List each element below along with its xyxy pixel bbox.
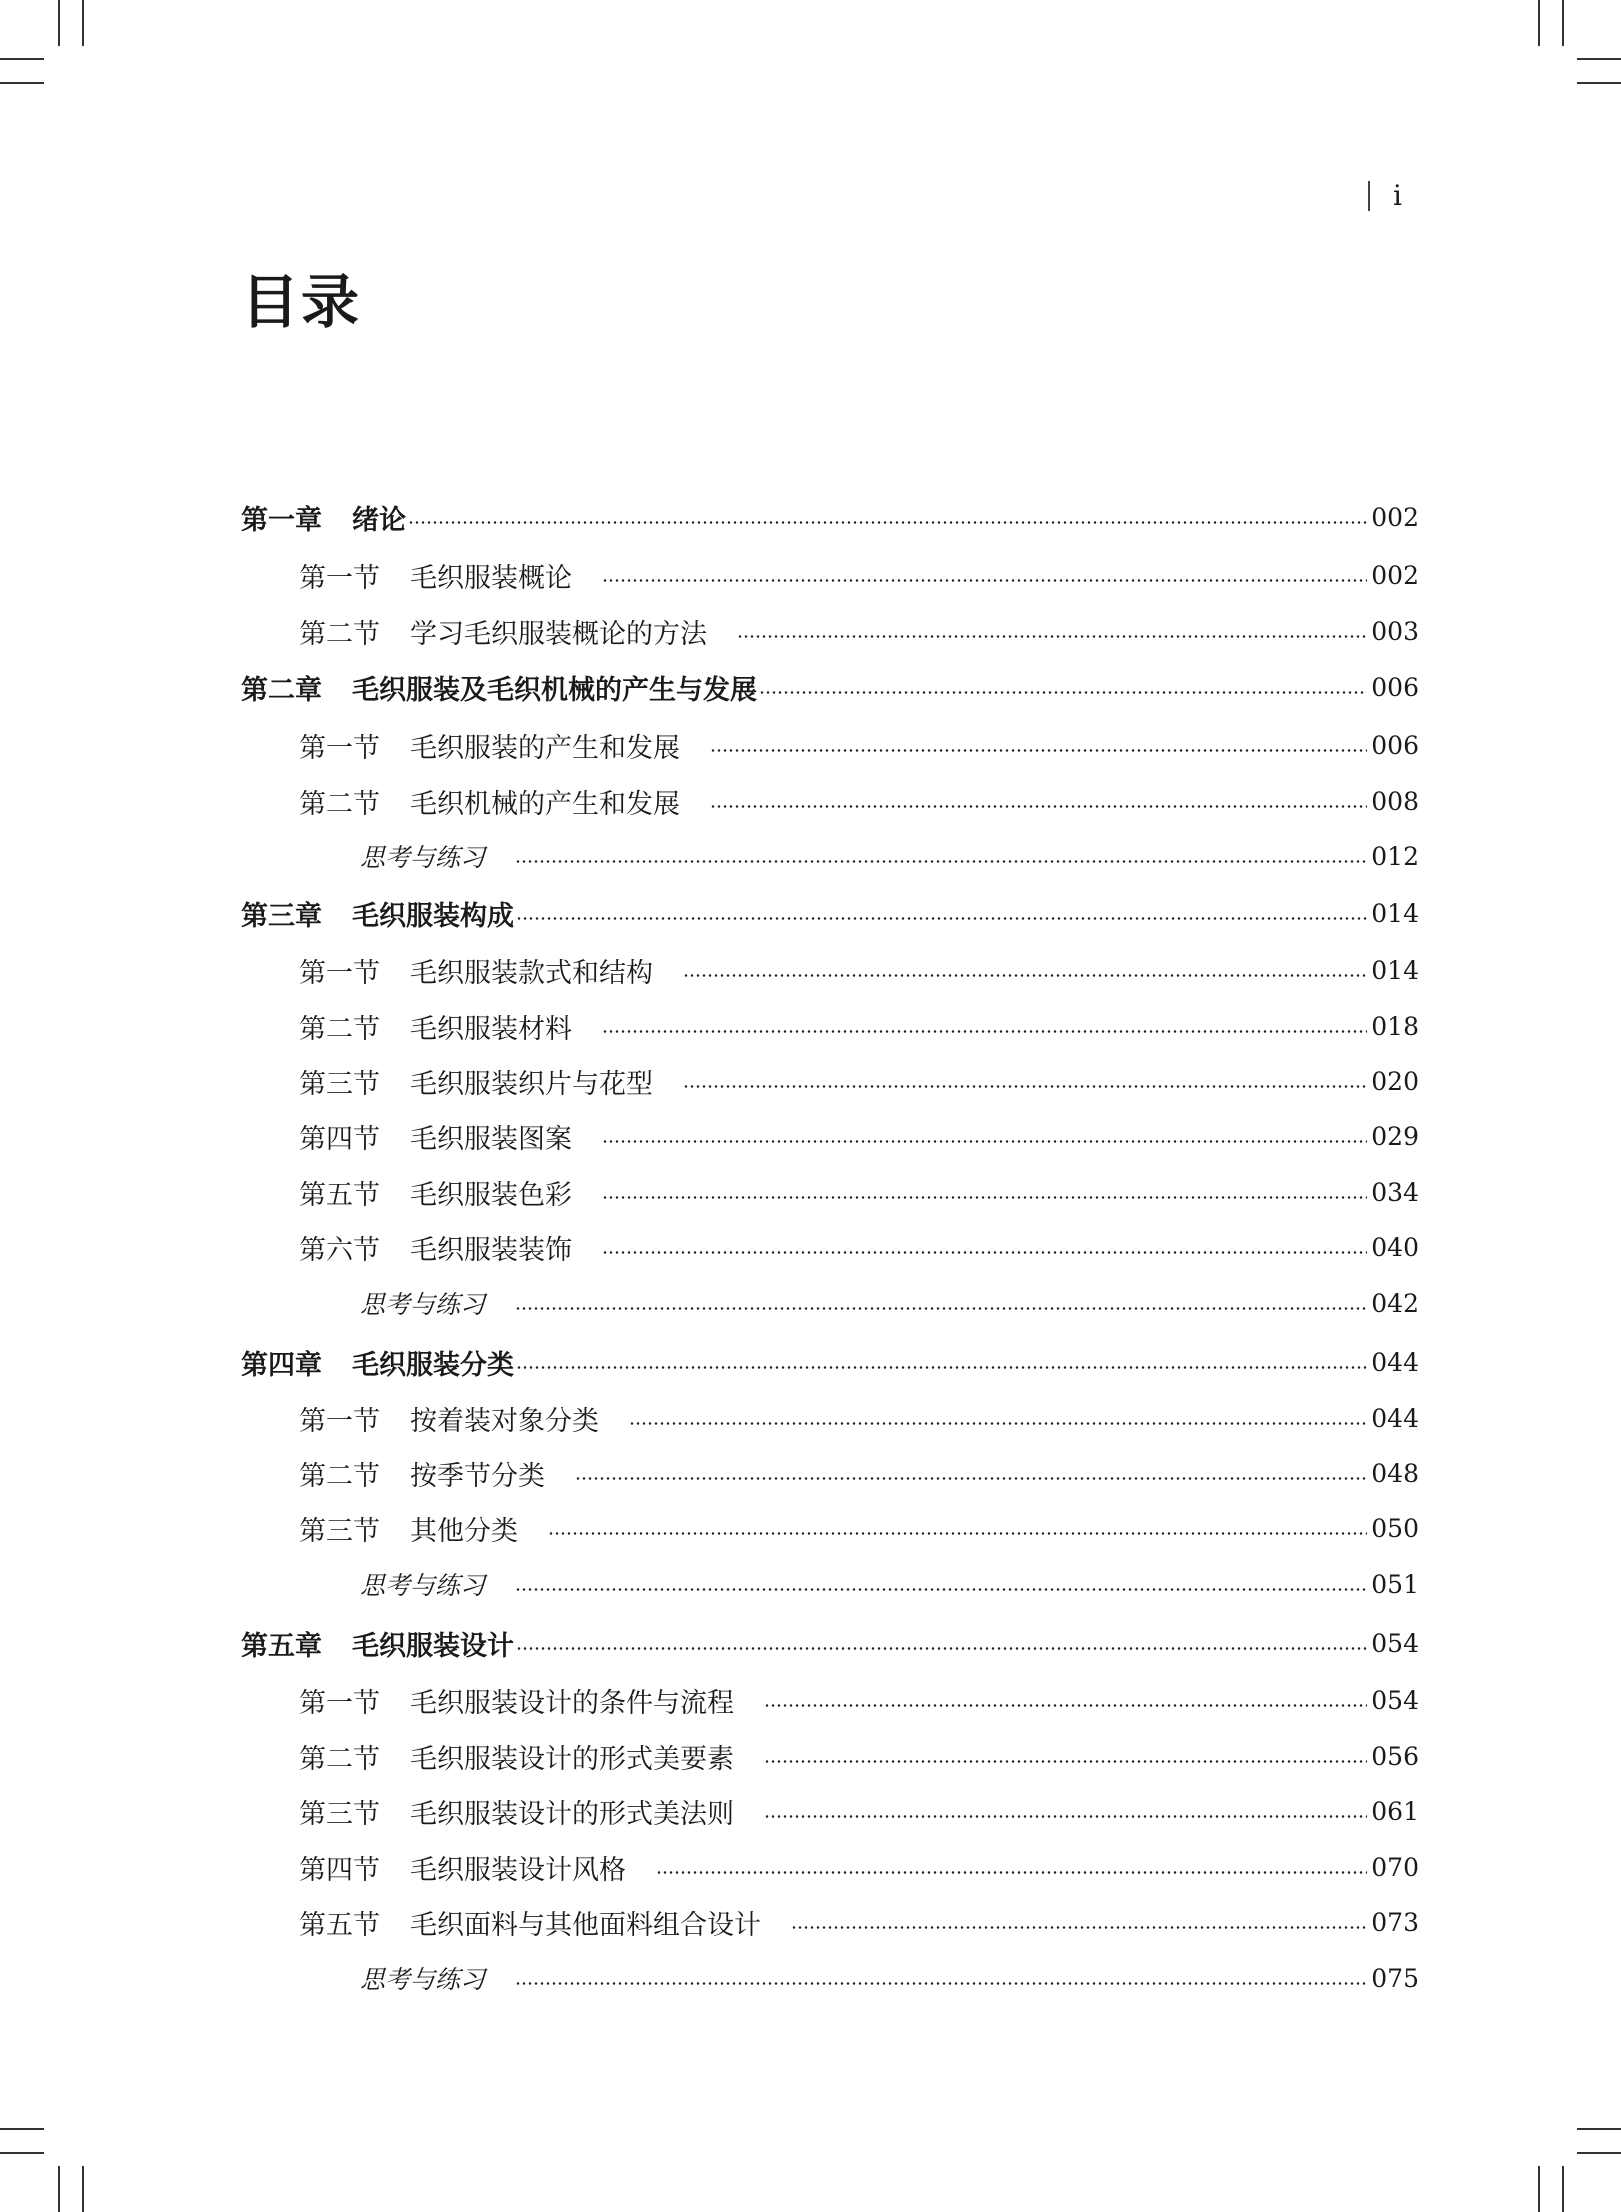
toc-entry-title: 毛织服装织片与花型 (410, 1068, 653, 1100)
toc-entry-page: 006 (1371, 730, 1419, 760)
toc-entry-number: 第三节 (299, 1515, 380, 1547)
toc-chapter (241, 665, 1419, 709)
toc-entry-page: 018 (1371, 1011, 1419, 1041)
toc-section (299, 779, 1419, 823)
toc-entry-number: 第六节 (299, 1234, 380, 1266)
toc-entry-title: 思考与练习 (360, 1965, 486, 1994)
toc-entry-title: 毛织服装图案 (410, 1123, 572, 1155)
toc-section (299, 1900, 1419, 1944)
toc-entry-number: 第三节 (299, 1068, 380, 1100)
toc-section (299, 1734, 1419, 1778)
toc-entry-title: 毛织机械的产生和发展 (410, 788, 680, 820)
toc-entry-title: 按着装对象分类 (410, 1405, 599, 1437)
toc-entry-page: 014 (1371, 955, 1419, 985)
toc-section (299, 1170, 1419, 1214)
toc-entry-page: 029 (1371, 1121, 1419, 1151)
dot-leader (602, 1251, 1367, 1254)
toc-entry-number: 第五章 (241, 1630, 322, 1662)
toc-entry-title: 毛织服装材料 (410, 1013, 572, 1045)
toc-entry-page: 008 (1371, 786, 1419, 816)
toc-chapter (241, 1621, 1419, 1665)
toc-entry-page: 034 (1371, 1177, 1419, 1207)
dot-leader (548, 1532, 1367, 1535)
toc-entry-number: 第一节 (299, 957, 380, 989)
dot-leader (764, 1815, 1367, 1818)
toc-entry-page: 050 (1371, 1513, 1419, 1543)
toc-entry-title: 毛织面料与其他面料组合设计 (410, 1909, 761, 1941)
dot-leader (516, 1647, 1367, 1650)
toc-entry-number: 第二节 (299, 788, 380, 820)
toc-entry-page: 006 (1371, 672, 1419, 702)
toc-entry-number: 第一节 (299, 732, 380, 764)
toc-entry-title: 绪论 (352, 504, 406, 536)
toc-entry-page: 070 (1371, 1852, 1419, 1882)
toc-section (299, 1845, 1419, 1889)
toc-entry-number: 第四节 (299, 1854, 380, 1886)
toc-entry-title: 思考与练习 (360, 843, 486, 872)
toc-entry-title: 毛织服装设计的形式美要素 (410, 1743, 734, 1775)
toc-section (299, 553, 1419, 597)
dot-leader (710, 805, 1367, 808)
toc-entry-number: 第二节 (299, 1743, 380, 1775)
dot-leader (515, 860, 1367, 863)
dot-leader (764, 1760, 1367, 1763)
toc-entry-number: 第二节 (299, 1013, 380, 1045)
dot-leader (629, 1422, 1367, 1425)
dot-leader (710, 749, 1367, 752)
toc-entry-title: 毛织服装设计的条件与流程 (410, 1687, 734, 1719)
toc-section (299, 1396, 1419, 1440)
dot-leader (683, 1085, 1367, 1088)
toc-entry-page: 020 (1371, 1066, 1419, 1096)
toc-section (299, 1225, 1419, 1269)
dot-leader (602, 1196, 1367, 1199)
toc-entry-title: 毛织服装款式和结构 (410, 957, 653, 989)
toc-entry-title: 毛织服装设计风格 (410, 1854, 626, 1886)
dot-leader (683, 974, 1367, 977)
toc-section (299, 1004, 1419, 1048)
toc-section (299, 1506, 1419, 1550)
toc-chapter (241, 891, 1419, 935)
toc-entry-title: 毛织服装设计的形式美法则 (410, 1798, 734, 1830)
dot-leader (408, 521, 1367, 524)
dot-leader (791, 1926, 1367, 1929)
toc-entry-page: 054 (1371, 1685, 1419, 1715)
toc-entry-page: 048 (1371, 1458, 1419, 1488)
toc-entry-number: 第四章 (241, 1349, 322, 1381)
toc-entry-page: 014 (1371, 898, 1419, 928)
toc-entry-page: 061 (1371, 1796, 1419, 1826)
toc-entry-number: 第二章 (241, 674, 322, 706)
page-number: i (1393, 179, 1402, 212)
toc-entry-page: 002 (1371, 502, 1419, 532)
toc-section (299, 948, 1419, 992)
toc-entry-page: 073 (1371, 1907, 1419, 1937)
toc-title: 目录 (241, 268, 362, 336)
toc-entry-title: 学习毛织服装概论的方法 (410, 618, 707, 650)
dot-leader (515, 1307, 1367, 1310)
toc-entry-title: 毛织服装设计 (352, 1630, 514, 1662)
toc-entry-title: 毛织服装装饰 (410, 1234, 572, 1266)
dot-leader (656, 1871, 1367, 1874)
toc-entry-number: 第三章 (241, 900, 322, 932)
toc-exercise (360, 1956, 1419, 2000)
toc-entry-page: 002 (1371, 560, 1419, 590)
dot-leader (575, 1477, 1367, 1480)
dot-leader (516, 1366, 1367, 1369)
toc-entry-title: 毛织服装构成 (352, 900, 514, 932)
toc-section (299, 723, 1419, 767)
toc-exercise (360, 1281, 1419, 1325)
toc-entry-page: 054 (1371, 1628, 1419, 1658)
toc-section (299, 1678, 1419, 1722)
toc-entry-page: 003 (1371, 616, 1419, 646)
toc-entry-title: 按季节分类 (410, 1460, 545, 1492)
toc-entry-title: 毛织服装及毛织机械的产生与发展 (352, 674, 757, 706)
toc-entry-number: 第四节 (299, 1123, 380, 1155)
toc-entry-number: 第三节 (299, 1798, 380, 1830)
toc-section (299, 1059, 1419, 1103)
toc-entry-page: 044 (1371, 1403, 1419, 1433)
dot-leader (737, 635, 1367, 638)
dot-leader (516, 917, 1367, 920)
toc-entry-number: 第一节 (299, 1687, 380, 1719)
toc-exercise (360, 834, 1419, 878)
toc-entry-page: 012 (1371, 841, 1419, 871)
toc-entry-number: 第一章 (241, 504, 322, 536)
toc-entry-title: 毛织服装分类 (352, 1349, 514, 1381)
toc-entry-number: 第一节 (299, 562, 380, 594)
toc-section (299, 1789, 1419, 1833)
toc-entry-title: 思考与练习 (360, 1571, 486, 1600)
toc-entry-number: 第二节 (299, 618, 380, 650)
toc-entry-page: 042 (1371, 1288, 1419, 1318)
toc-entry-number: 第五节 (299, 1179, 380, 1211)
toc-chapter (241, 1340, 1419, 1384)
toc-entry-title: 毛织服装色彩 (410, 1179, 572, 1211)
toc-entry-page: 040 (1371, 1232, 1419, 1262)
dot-leader (602, 579, 1367, 582)
toc-entry-title: 其他分类 (410, 1515, 518, 1547)
dot-leader (764, 1704, 1367, 1707)
toc-entry-number: 第一节 (299, 1405, 380, 1437)
toc-section (299, 1114, 1419, 1158)
toc-entry-page: 051 (1371, 1569, 1419, 1599)
dot-leader (602, 1030, 1367, 1033)
dot-leader (515, 1588, 1367, 1591)
toc-entry-title: 毛织服装概论 (410, 562, 572, 594)
toc-entry-title: 思考与练习 (360, 1290, 486, 1319)
toc-entry-number: 第二节 (299, 1460, 380, 1492)
toc-section (299, 609, 1419, 653)
dot-leader (602, 1140, 1367, 1143)
toc-entry-page: 075 (1371, 1963, 1419, 1993)
toc-entry-page: 056 (1371, 1741, 1419, 1771)
toc-entry-page: 044 (1371, 1347, 1419, 1377)
toc-entry-title: 毛织服装的产生和发展 (410, 732, 680, 764)
toc-section (299, 1451, 1419, 1495)
toc-chapter (241, 495, 1419, 539)
toc-exercise (360, 1562, 1419, 1606)
toc-entry-number: 第五节 (299, 1909, 380, 1941)
dot-leader (759, 691, 1367, 694)
dot-leader (515, 1982, 1367, 1985)
